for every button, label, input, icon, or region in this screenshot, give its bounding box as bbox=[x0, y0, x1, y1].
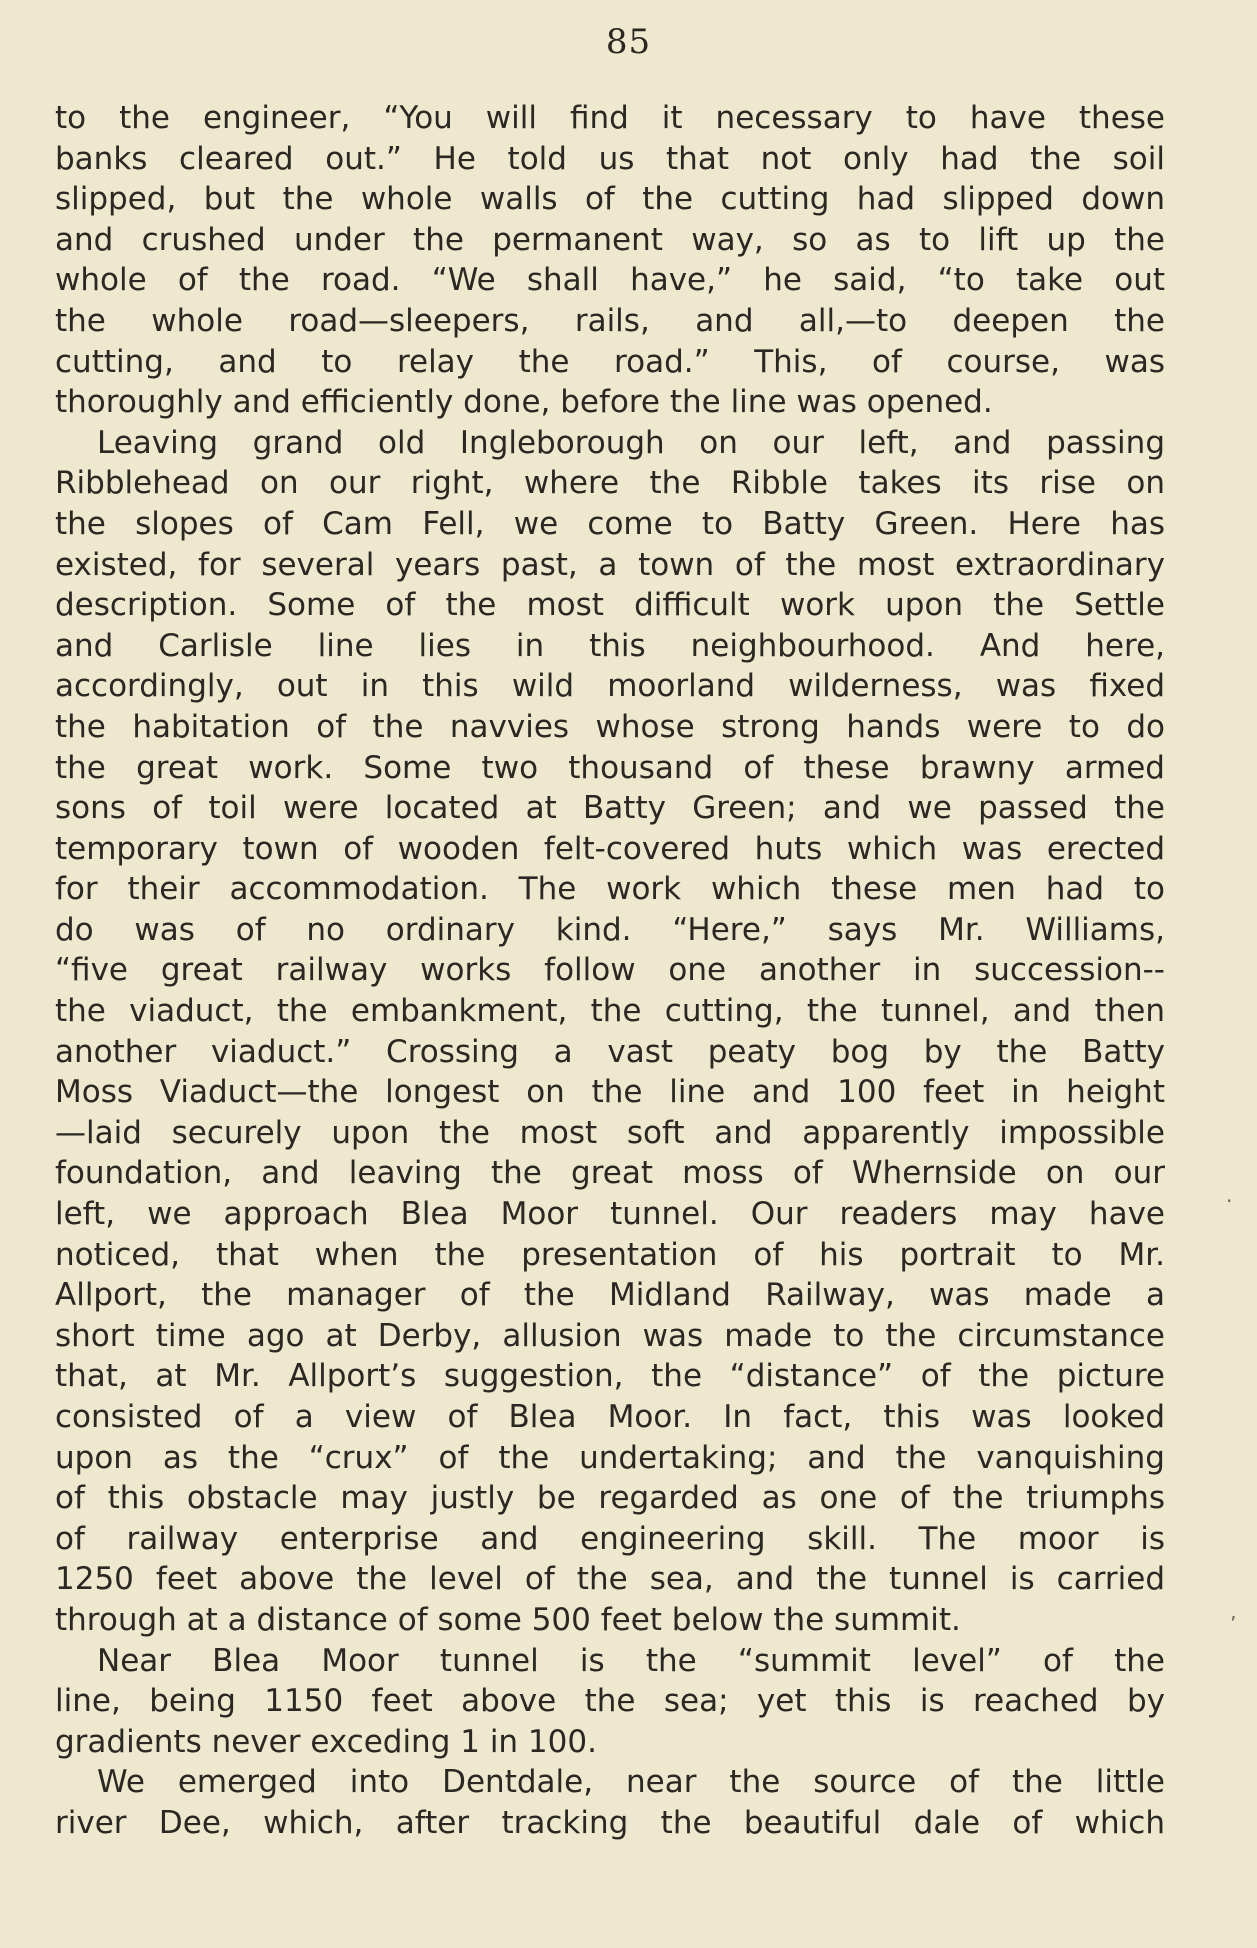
text-line: the whole road—sleepers, rails, and all,—to deepen the bbox=[55, 302, 1165, 339]
text-line: 1250 feet above the level of the sea, and the tunnel is carried bbox=[55, 1561, 1165, 1598]
text-line: Ribblehead on our right, where the Ribble takes its rise on bbox=[55, 465, 1165, 502]
text-line: thoroughly and efficiently done, before the line was opened. bbox=[55, 384, 993, 421]
text-line: left, we approach Blea Moor tunnel. Our readers may have bbox=[55, 1196, 1165, 1233]
text-line: Leaving grand old Ingleborough on our left, and passing bbox=[97, 424, 1165, 461]
margin-tick: ’ bbox=[1230, 1612, 1237, 1636]
text-line: Allport, the manager of the Midland Railway, was made a bbox=[55, 1277, 1165, 1314]
text-line: that, at Mr. Allport’s suggestion, the “distance” of the picture bbox=[55, 1358, 1165, 1395]
text-line: accordingly, out in this wild moorland wilderness, was fixed bbox=[55, 668, 1165, 705]
text-line: foundation, and leaving the great moss of Whernside on our bbox=[55, 1155, 1165, 1192]
text-line: —laid securely upon the most soft and apparently impossible bbox=[55, 1114, 1165, 1151]
text-line: the habitation of the navvies whose strong hands were to do bbox=[55, 708, 1165, 745]
text-line: line, being 1150 feet above the sea; yet this is reached by bbox=[55, 1683, 1165, 1720]
text-line: gradients never exceding 1 in 100. bbox=[55, 1723, 597, 1760]
text-line: the viaduct, the embankment, the cutting, the tunnel, and then bbox=[55, 993, 1165, 1030]
text-line: whole of the road. “We shall have,” he said, “to take out bbox=[55, 262, 1165, 299]
text-line: of railway enterprise and engineering skill. The moor is bbox=[55, 1520, 1165, 1557]
text-line: and Carlisle line lies in this neighbourhood. And here, bbox=[55, 627, 1165, 664]
text-line: to the engineer, “You will find it necessary to have these bbox=[55, 100, 1165, 136]
text-line: “five great railway works follow one another in succession-- bbox=[55, 952, 1165, 989]
text-line: cutting, and to relay the road.” This, of course, was bbox=[55, 343, 1165, 380]
text-line: Moss Viaduct—the longest on the line and 100 feet in height bbox=[55, 1074, 1165, 1111]
text-line: and crushed under the permanent way, so as to lift up the bbox=[55, 221, 1165, 258]
text-line: short time ago at Derby, allusion was made to the circumstance bbox=[55, 1317, 1165, 1354]
text-line: existed, for several years past, a town of the most extraordinary bbox=[55, 546, 1165, 583]
text-line: temporary town of wooden felt-covered huts which was erected bbox=[55, 830, 1165, 867]
text-line: another viaduct.” Crossing a vast peaty bog by the Batty bbox=[55, 1033, 1165, 1070]
text-line: sons of toil were located at Batty Green; and we passed the bbox=[55, 790, 1165, 827]
text-line: We emerged into Dentdale, near the source of the little bbox=[97, 1764, 1165, 1801]
text-line: of this obstacle may justly be regarded as one of the triumphs bbox=[55, 1480, 1165, 1517]
text-line: through at a distance of some 500 feet below the summit. bbox=[55, 1601, 961, 1638]
body-text bbox=[55, 98, 1165, 1844]
text-line: Near Blea Moor tunnel is the “summit level” of the bbox=[97, 1642, 1165, 1679]
paragraph bbox=[55, 98, 1165, 423]
text-line: banks cleared out.” He told us that not only had the soil bbox=[55, 140, 1165, 177]
text-line: for their accommodation. The work which these men had to bbox=[55, 871, 1165, 908]
text-line: the slopes of Cam Fell, we come to Batty Green. Here has bbox=[55, 505, 1165, 542]
text-line: noticed, that when the presentation of his portrait to Mr. bbox=[55, 1236, 1165, 1273]
text-line: upon as the “crux” of the undertaking; and the vanquishing bbox=[55, 1439, 1165, 1476]
paragraph bbox=[55, 1762, 1165, 1843]
paragraph bbox=[55, 423, 1165, 1641]
margin-dot: . bbox=[1226, 1183, 1233, 1207]
text-line: do was of no ordinary kind. “Here,” says Mr. Williams, bbox=[55, 911, 1165, 948]
paragraph bbox=[55, 1641, 1165, 1763]
text-line: consisted of a view of Blea Moor. In fact, this was looked bbox=[55, 1399, 1165, 1435]
text-line: the great work. Some two thousand of these brawny armed bbox=[55, 749, 1165, 786]
page-number: 85 bbox=[605, 22, 652, 62]
text-line: description. Some of the most difficult work upon the Settle bbox=[55, 587, 1165, 624]
text-line: river Dee, which, after tracking the beautiful dale of which bbox=[55, 1804, 1165, 1841]
text-line: slipped, but the whole walls of the cutting had slipped down bbox=[55, 181, 1165, 218]
